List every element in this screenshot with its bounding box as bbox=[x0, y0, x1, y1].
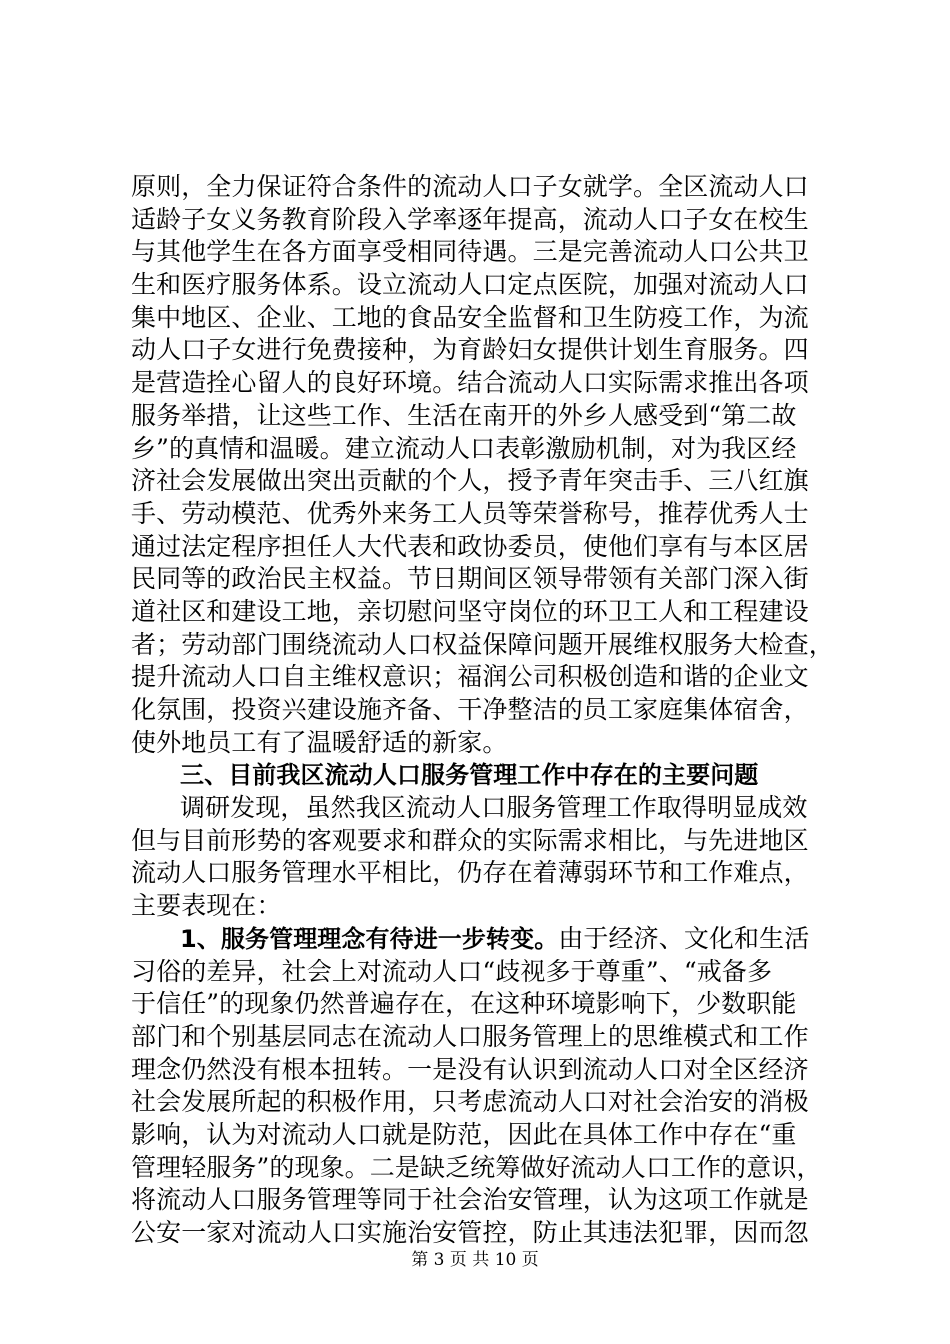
text-line: 与其他学生在各方面享受相同待遇。三是完善流动人口公共卫 bbox=[131, 237, 809, 267]
text-line: 服务举措，让这些工作、生活在南开的外乡人感受到“第二故 bbox=[131, 400, 797, 430]
text-line: 管理轻服务”的现象。二是缺乏统筹做好流动人口工作的意识， bbox=[131, 1152, 822, 1182]
text-line: 于信任”的现象仍然普遍存在，在这种环境影响下，少数职能 bbox=[131, 989, 797, 1019]
item-1-text: 由于经济、文化和生活 bbox=[558, 923, 810, 953]
text-line: 化氛围，投资兴建设施齐备、干净整洁的员工家庭集体宿舍， bbox=[131, 695, 809, 724]
text-line: 调研发现，虽然我区流动人口服务管理工作取得明显成效 bbox=[180, 793, 808, 823]
text-line: 济社会发展做出突出贡献的个人，授予青年突击手、三八红旗 bbox=[131, 466, 809, 496]
text-line: 流动人口服务管理水平相比，仍存在着薄弱环节和工作难点， bbox=[131, 858, 809, 888]
text-line: 手、劳动模范、优秀外来务工人员等荣誉称号，推荐优秀人士 bbox=[131, 498, 809, 528]
text-line: 集中地区、企业、工地的食品安全监督和卫生防疫工作，为流 bbox=[131, 302, 809, 332]
text-line: 主要表现在： bbox=[131, 891, 282, 921]
text-line: 使外地员工有了温暖舒适的新家。 bbox=[131, 727, 508, 757]
text-line: 习俗的差异，社会上对流动人口“歧视多于尊重”、“戒备多 bbox=[131, 956, 773, 986]
page-footer: 第 3 页 共 10 页 bbox=[411, 1250, 539, 1270]
text-line: 通过法定程序担任人大代表和政协委员，使他们享有与本区居 bbox=[131, 531, 809, 561]
text-line: 部门和个别基层同志在流动人口服务管理上的思维模式和工作 bbox=[131, 1021, 809, 1051]
item-1-title: 1、服务管理理念有待进一步转变。 bbox=[180, 924, 559, 953]
text-line: 公安一家对流动人口实施治安管控，防止其违法犯罪，因而忽 bbox=[131, 1218, 809, 1247]
text-line: 乡”的真情和温暖。建立流动人口表彰激励机制，对为我区经 bbox=[131, 433, 797, 463]
section-heading: 三、目前我区流动人口服务管理工作中存在的主要问题 bbox=[180, 761, 759, 790]
text-line: 适龄子女义务教育阶段入学率逐年提高，流动人口子女在校生 bbox=[131, 204, 809, 234]
text-line: 是营造拴心留人的良好环境。结合流动人口实际需求推出各项 bbox=[131, 368, 809, 398]
text-line: 者；劳动部门围绕流动人口权益保障问题开展维权服务大检查， bbox=[131, 629, 834, 659]
text-line: 道社区和建设工地，亲切慰问坚守岗位的环卫工人和工程建设 bbox=[131, 596, 809, 626]
text-line: 但与目前形势的客观要求和群众的实际需求相比，与先进地区 bbox=[131, 825, 809, 855]
text-line: 将流动人口服务管理等同于社会治安管理，认为这项工作就是 bbox=[131, 1185, 809, 1215]
text-line: 民同等的政治民主权益。节日期间区领导带领有关部门深入街 bbox=[131, 564, 809, 594]
text-line: 提升流动人口自主维权意识；福润公司积极创造和谐的企业文 bbox=[131, 662, 809, 692]
body-text bbox=[131, 171, 834, 1250]
text-line: 生和医疗服务体系。设立流动人口定点医院，加强对流动人口 bbox=[131, 270, 809, 300]
item-1-first-line bbox=[131, 923, 831, 956]
text-line: 影响，认为对流动人口就是防范，因此在具体工作中存在“重 bbox=[131, 1119, 797, 1149]
text-line: 动人口子女进行免费接种，为育龄妇女提供计划生育服务。四 bbox=[131, 335, 809, 365]
text-line: 社会发展所起的积极作用，只考虑流动人口对社会治安的消极 bbox=[131, 1087, 809, 1117]
text-line: 理念仍然没有根本扭转。一是没有认识到流动人口对全区经济 bbox=[131, 1054, 809, 1084]
text-line: 原则，全力保证符合条件的流动人口子女就学。全区流动人口 bbox=[131, 172, 809, 201]
